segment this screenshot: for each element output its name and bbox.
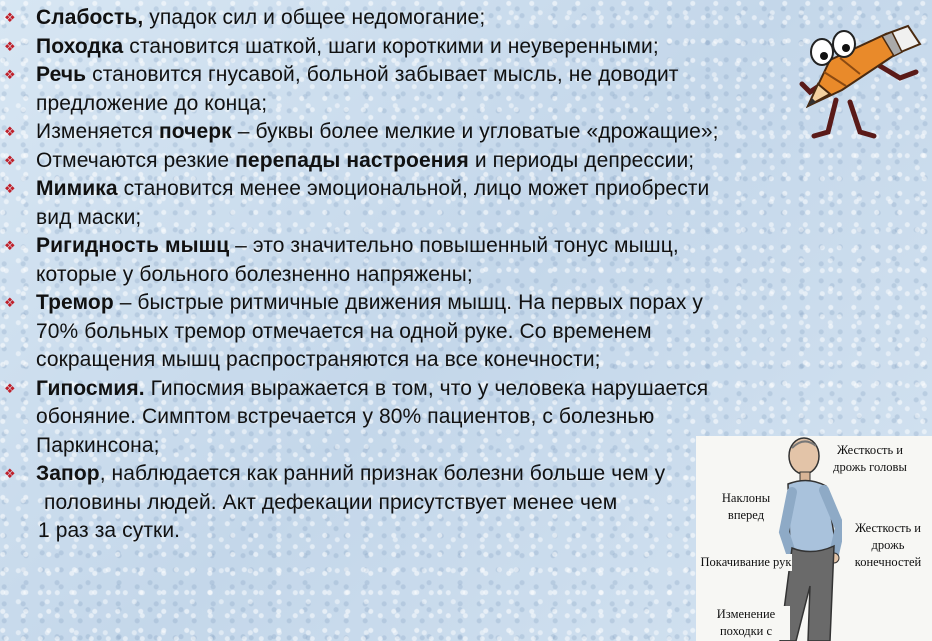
pencil-mascot-icon [788, 20, 928, 150]
list-item: ❖ Слабость, упадок сил и общее недомогание; [0, 4, 932, 33]
list-item: ❖ Изменяется почерк – буквы более мелкие и угловатые «дрожащие»; [0, 118, 932, 147]
bullet-icon: ❖ [4, 181, 16, 196]
list-item: ❖ Речь становится гнусавой, больной забывает мысль, не доводит предложение до конца; [4, 63, 679, 115]
bullet-icon: ❖ [4, 466, 16, 481]
label-limbs: Жесткость и дрожь конечностей [842, 520, 932, 571]
label-head: Жесткость и дрожь головы [822, 442, 918, 476]
bullet-icon: ❖ [4, 67, 16, 82]
list-item: ❖ Мимика становится менее эмоциональной, лицо может приобрести вид маски; [4, 177, 710, 229]
list-item: ❖ Гипосмия. Гипосмия выражается в том, что у человека нарушается обоняние. Симптом встречается у 80% пациентов, с болезнью Паркинсона; [4, 376, 709, 457]
list-item: ❖ Запор, наблюдается как ранний признак болезни больше чем у половины людей. Акт дефекации присутствует менее чем 1 раз за сутки. [4, 462, 666, 542]
label-gait: Изменение походки с [702, 606, 790, 640]
bullet-icon: ❖ [4, 124, 16, 139]
list-item: ❖ Тремор – быстрые ритмичные движения мышц. На первых порах у 70% больных тремор отмечается на одной руке. Со временем сокращения мышц распространяются на все конечности; [4, 291, 704, 371]
list-item: ❖ Походка становится шаткой, шаги короткими и неуверенными; [0, 33, 932, 62]
label-tilt: Наклоны вперед [718, 490, 774, 524]
list-item: ❖ Отмечаются резкие перепады настроения и периоды депрессии; [0, 147, 932, 176]
bullet-icon: ❖ [4, 10, 16, 25]
bullet-icon: ❖ [4, 295, 16, 310]
bullet-icon: ❖ [4, 38, 16, 54]
label-arms: Покачивание рук [700, 555, 792, 569]
list-item: ❖ Ригидность мышц – это значительно повышенный тонус мышц, которые у больного болезненно напряжены; [4, 234, 679, 286]
bullet-icon: ❖ [4, 380, 16, 396]
bullet-icon: ❖ [4, 238, 16, 253]
bullet-icon: ❖ [4, 152, 16, 168]
parkinson-figure [696, 436, 932, 641]
